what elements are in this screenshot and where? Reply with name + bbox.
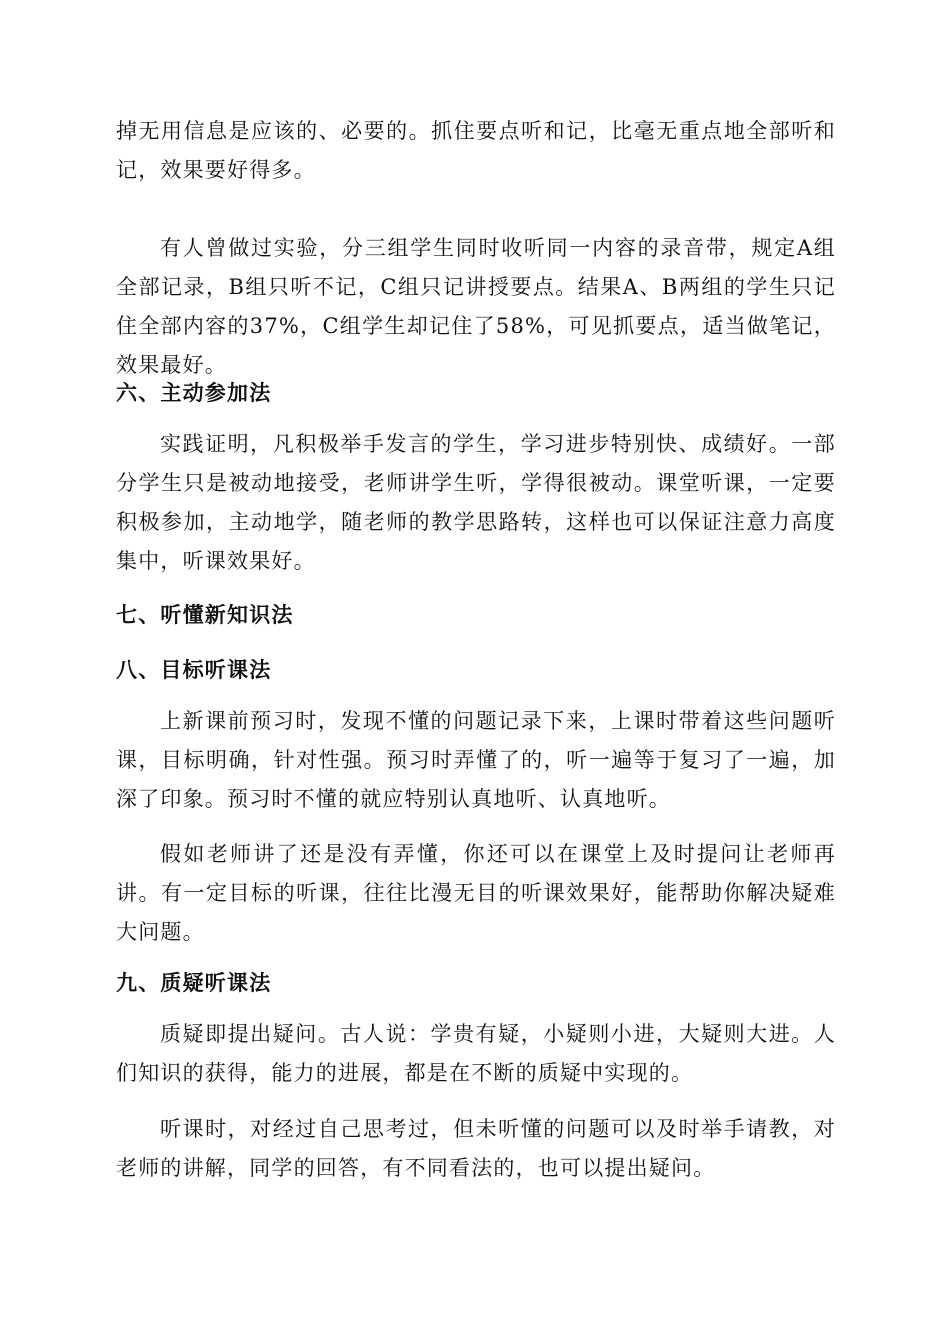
- heading-section-7: 七、听懂新知识法: [116, 603, 294, 627]
- paragraph-preview-questions: 上新课前预习时，发现不懂的问题记录下来，上课时带着这些问题听课，目标明确，针对性强。预习时弄懂了的，听一遍等于复习了一遍，加深了印象。预习时不懂的就应特别认真地听、认真地听。: [116, 709, 836, 811]
- paragraph-active-participation: 实践证明，凡积极举手发言的学生，学习进步特别快、成绩好。一部分学生只是被动地接受，老师讲学生听，学得很被动。课堂听课，一定要积极参加，主动地学，随老师的教学思路转，这样也可以保证注意力高度集中，听课效果好。: [116, 432, 836, 573]
- heading-section-6: 六、主动参加法: [116, 381, 272, 405]
- heading-section-8: 八、目标听课法: [116, 658, 272, 682]
- paragraph-key-points: 掉无用信息是应该的、必要的。抓住要点听和记，比毫无重点地全部听和记，效果要好得多。: [116, 119, 836, 182]
- heading-section-9: 九、质疑听课法: [116, 971, 272, 995]
- paragraph-experiment: 有人曾做过实验，分三组学生同时收听同一内容的录音带，规定A组全部记录，B组只听不记，C组只记讲授要点。结果A、B两组的学生只记住全部内容的37%，C组学生却记住了58%，可见抓要点，适当做笔记，效果最好。: [116, 236, 836, 377]
- paragraph-ask-teacher: 假如老师讲了还是没有弄懂，你还可以在课堂上及时提问让老师再讲。有一定目标的听课，往往比漫无目的听课效果好，能帮助你解决疑难大问题。: [116, 842, 836, 944]
- paragraph-questioning: 质疑即提出疑问。古人说：学贵有疑，小疑则小进，大疑则大进。人们知识的获得，能力的进展，都是在不断的质疑中实现的。: [116, 1022, 836, 1085]
- paragraph-raise-hand: 听课时，对经过自己思考过，但未听懂的问题可以及时举手请教，对老师的讲解，同学的回答，有不同看法的，也可以提出疑问。: [116, 1117, 836, 1180]
